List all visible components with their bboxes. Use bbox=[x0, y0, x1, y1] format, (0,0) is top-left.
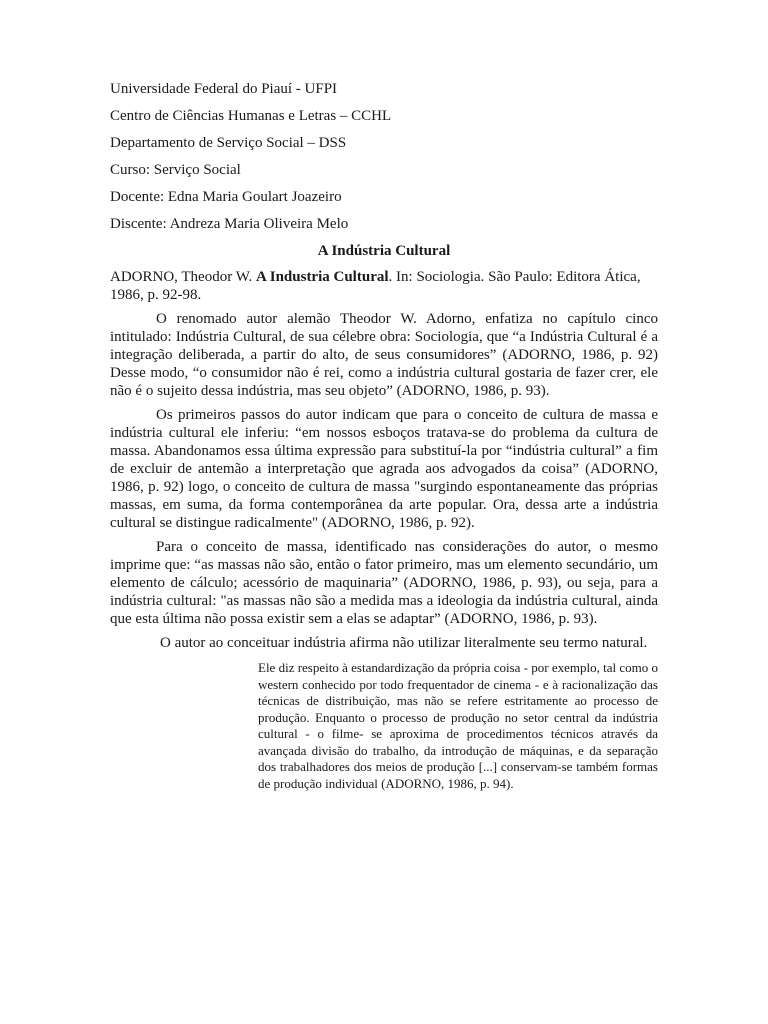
header-course: Curso: Serviço Social bbox=[110, 162, 241, 178]
bibliographic-reference bbox=[110, 268, 658, 304]
document-title: A Indústria Cultural bbox=[317, 243, 451, 259]
reference-publication: . In: Sociologia. São Paulo: Editora Ática, 1986, p. 92-98. bbox=[110, 269, 641, 303]
paragraph-3: Para o conceito de massa, identificado nas considerações do autor, o mesmo imprime que: “as massas não são, então o fator primeiro, mas um elemento secundário, um elemento de cálculo; acessório de maquinaria” (ADORNO, 1986, p. 93), ou seja, para a indústria cultural: "as massas não são a medida mas a ideologia da indústria cultural, ainda que esta última não possa existir sem a elas se adaptar” (ADORNO, 1986, p. 93). bbox=[110, 539, 658, 627]
reference-author: ADORNO, Theodor W. bbox=[110, 269, 256, 285]
header-university: Universidade Federal do Piauí - UFPI bbox=[110, 81, 338, 97]
header-teacher: Docente: Edna Maria Goulart Joazeiro bbox=[110, 189, 342, 205]
paragraph-1: O renomado autor alemão Theodor W. Adorno, enfatiza no capítulo cinco intitulado: Indústria Cultural, de sua célebre obra: Sociologia, que “a Indústria Cultural é a integração deliberada, a partir do alto, de seus consumidores” (ADORNO, 1986, p. 92) Desse modo, “o consumidor não é rei, como a indústria cultural gostaria de fazer crer, ele não é o sujeito dessa indústria, mas seu objeto” (ADORNO, 1986, p. 93). bbox=[110, 311, 658, 399]
header-department: Departamento de Serviço Social – DSS bbox=[110, 135, 347, 151]
paragraph-4: O autor ao conceituar indústria afirma não utilizar literalmente seu termo natural. bbox=[160, 635, 648, 651]
reference-work-title: A Industria Cultural bbox=[255, 269, 389, 285]
header-student: Discente: Andreza Maria Oliveira Melo bbox=[110, 216, 349, 232]
document-page bbox=[110, 80, 658, 792]
header-center: Centro de Ciências Humanas e Letras – CCHL bbox=[110, 108, 392, 124]
paragraph-2: Os primeiros passos do autor indicam que para o conceito de cultura de massa e indústria cultural ele inferiu: “em nossos esboços tratava-se do problema da cultura de massa. Abandonamos essa última expressão para substituí-la por “indústria cultural” a fim de excluir de antemão a interpretação que agrada aos advogados da coisa” (ADORNO, 1986, p. 92) logo, o conceito de cultura de massa "surgindo espontaneamente das próprias massas, em suma, da forma contemporânea da arte popular. Ora, dessa arte a indústria cultural se distingue radicalmente" (ADORNO, 1986, p. 92). bbox=[110, 407, 658, 531]
block-quote: Ele diz respeito à estandardização da própria coisa - por exemplo, tal como o western conhecido por todo frequentador de cinema - e à racionalização das técnicas de distribuição, mas não se refere estritamente ao processo de produção. Enquanto o processo de produção no setor central da indústria cultural - o filme- se aproxima de procedimentos técnicos através da avançada divisão do trabalho, da introdução de máquinas, e da separação dos trabalhadores dos meios de produção [...] conservam-se também formas de produção individual (ADORNO, 1986, p. 94). bbox=[258, 660, 658, 791]
